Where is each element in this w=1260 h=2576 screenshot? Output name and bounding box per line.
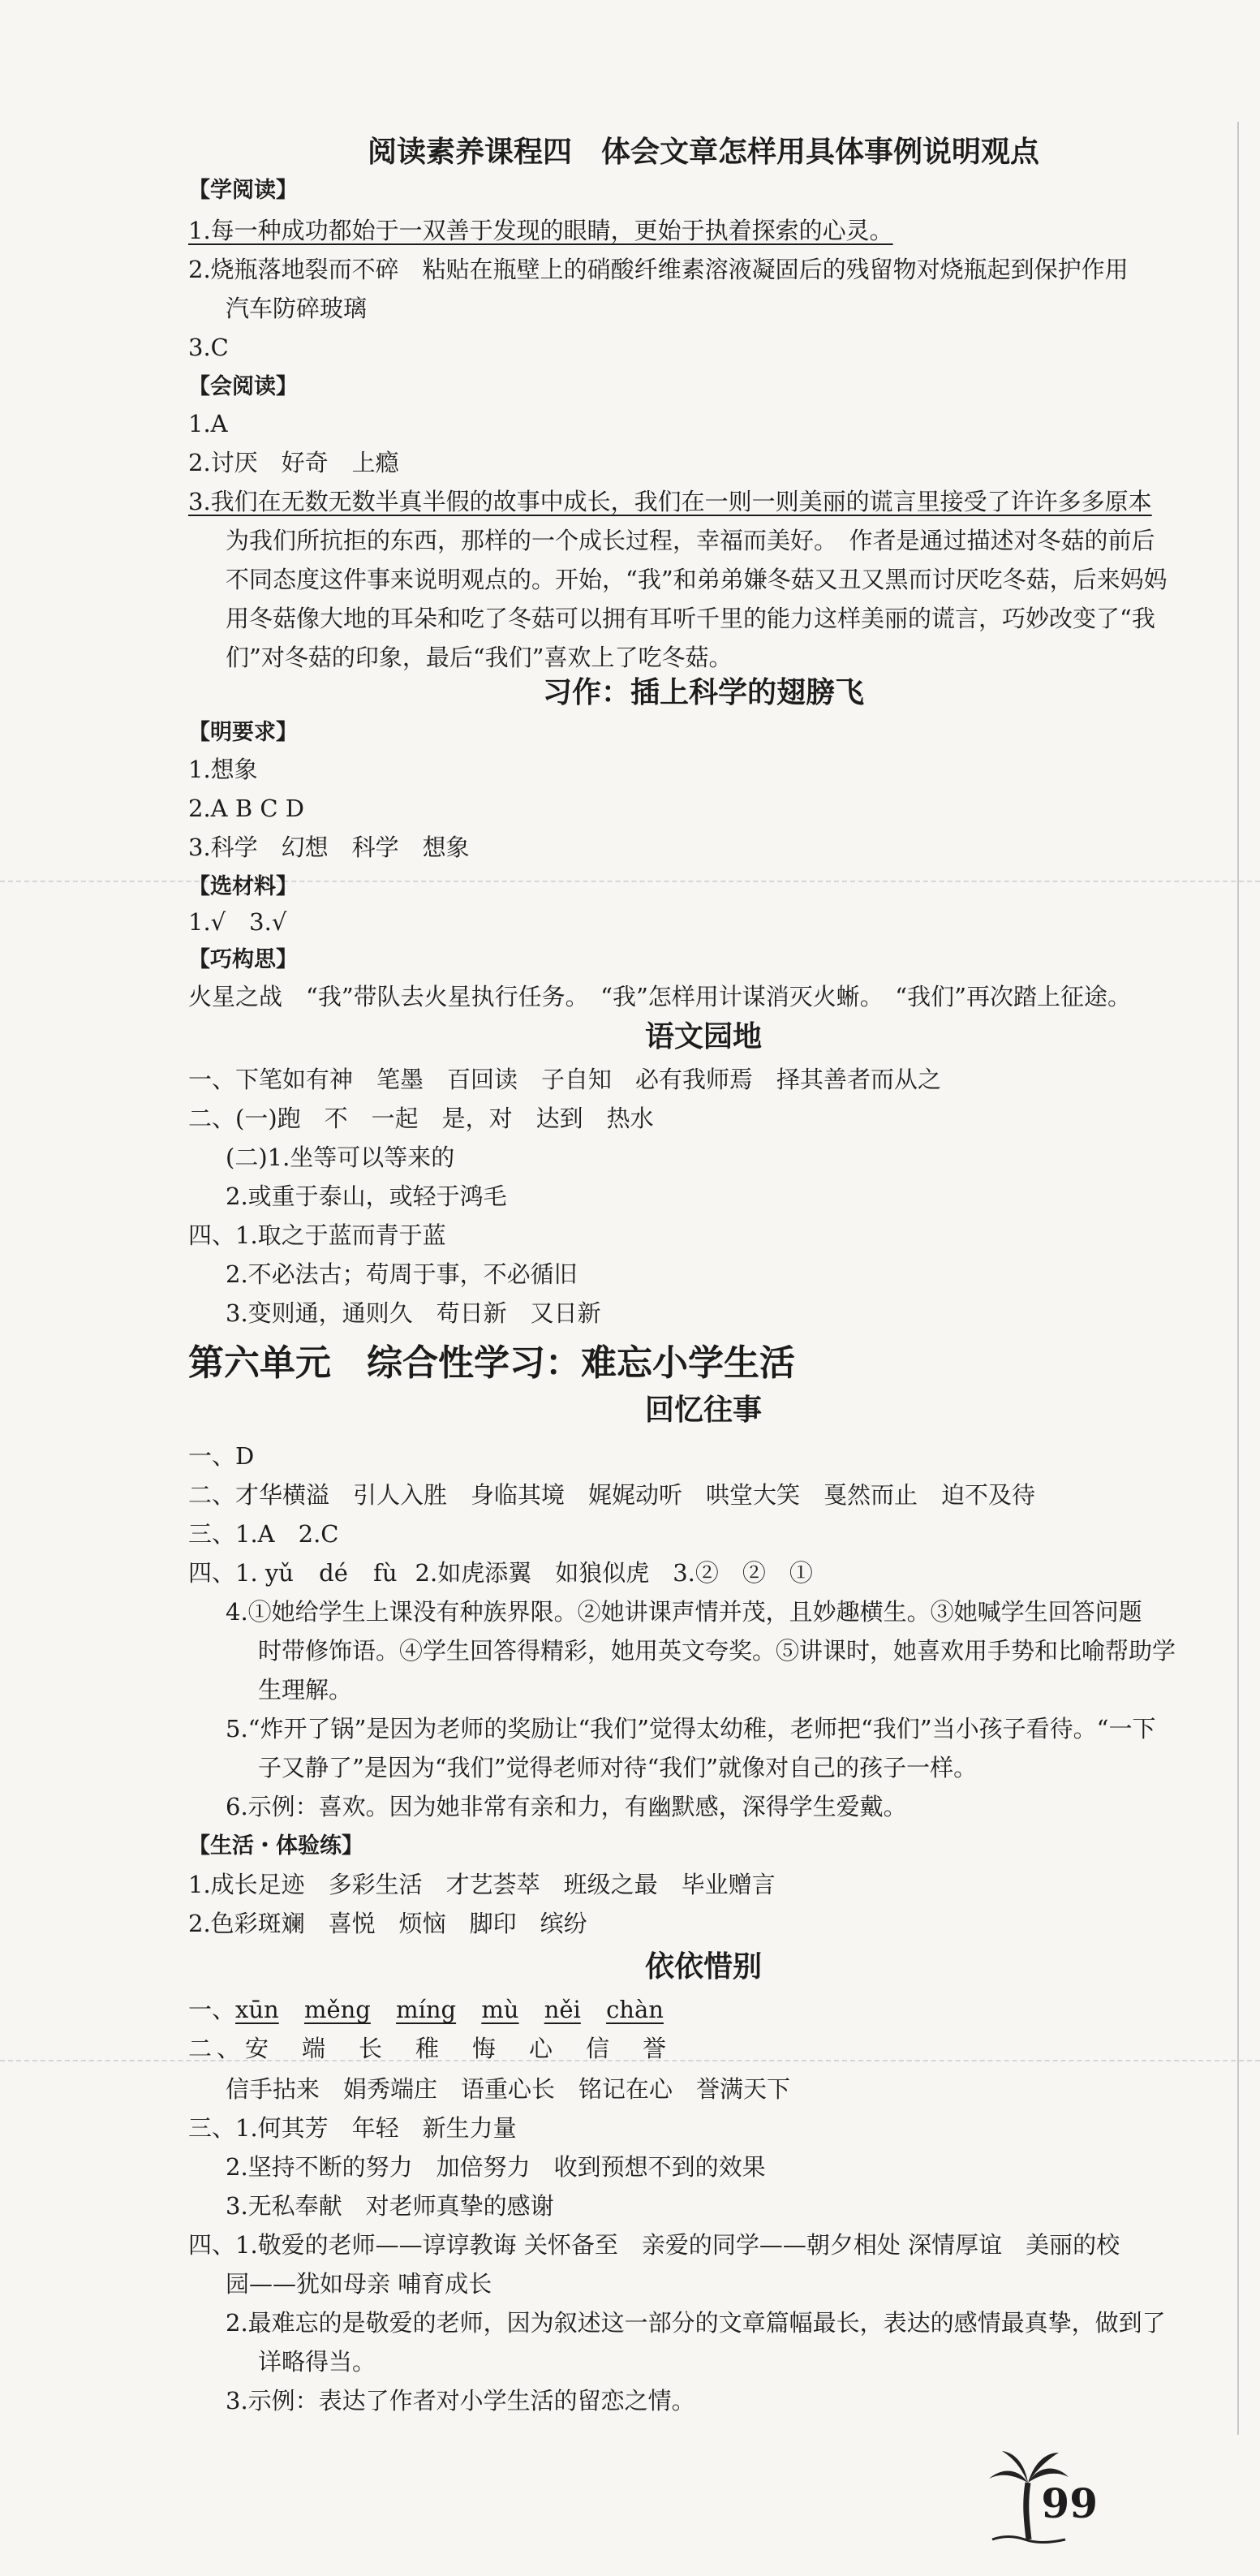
unit-title: 第六单元 综合性学习：难忘小学生活 [188, 1342, 795, 1384]
section-label: 【巧构思】 [188, 947, 298, 972]
answer-line: 3.变则通，通则久 苟日新 又日新 [226, 1299, 601, 1327]
answer-line: 信手拈来 娟秀端庄 语重心长 铭记在心 誉满天下 [226, 2075, 791, 2103]
section-title: 语文园地 [644, 1020, 762, 1053]
subsection-title: 依依惜别 [644, 1950, 762, 1984]
answer-line: 二、(一)跑 不 一起 是，对 达到 热水 [188, 1105, 654, 1132]
section-title: 习作：插上科学的翅膀飞 [542, 676, 864, 709]
section-label: 【选材料】 [188, 874, 298, 899]
answer-line: 生理解。 [258, 1676, 353, 1704]
answer-line: 子又静了”是因为“我们”觉得老师对待“我们”就像对自己的孩子一样。 [258, 1754, 978, 1781]
answer-line: 一、下笔如有神 笔墨 百回读 子自知 必有我师焉 择其善者而从之 [188, 1066, 942, 1093]
answer-line: 1.想象 [188, 756, 258, 783]
answer-line: 1.√ 3.√ [188, 908, 287, 936]
answer-line: 三、1.何其芳 年轻 新生力量 [188, 2114, 517, 2142]
answer-line: 1.每一种成功都始于一双善于发现的眼睛，更始于执着探索的心灵。 [188, 217, 893, 244]
answer-line: 一、D [188, 1442, 255, 1470]
answer-line: 三、1.A 2.C [188, 1520, 339, 1548]
answer-line: 1.A [188, 410, 228, 437]
answer-line: 2.最难忘的是敬爱的老师，因为叙述这一部分的文章篇幅最长，表达的感情最真挚，做到了 [226, 2309, 1166, 2337]
answer-line: (二)1.坐等可以等来的 [226, 1144, 455, 1171]
pinyin: fù [373, 1559, 398, 1587]
answer-line: 6.示例：喜欢。因为她非常有亲和力，有幽默感，深得学生爱戴。 [226, 1793, 907, 1820]
answer-line: 2.讨厌 好奇 上瘾 [188, 449, 399, 476]
answer-line: 们”对冬菇的印象，最后“我们”喜欢上了吃冬菇。 [226, 644, 733, 671]
answer-line: 详略得当。 [258, 2348, 376, 2376]
section-label: 【明要求】 [188, 720, 298, 745]
answer-line: 3.无私奉献 对老师真挚的感谢 [226, 2192, 554, 2220]
answer-line: 为我们所抗拒的东西，那样的一个成长过程，幸福而美好。 作者是通过描述对冬菇的前后 [226, 527, 1155, 554]
answer-line: 3.我们在无数无数半真半假的故事中成长，我们在一则一则美丽的谎言里接受了许许多多原本 [188, 488, 1152, 515]
answer-line: 用冬菇像大地的耳朵和吃了冬菇可以拥有耳听千里的能力这样美丽的谎言，巧妙改变了“我 [226, 605, 1155, 632]
answer-line: 二、才华横溢 引人入胜 身临其境 娓娓动听 哄堂大笑 戛然而止 迫不及待 [188, 1481, 1036, 1509]
subsection-title: 回忆往事 [644, 1394, 762, 1427]
answer-line: 2.坚持不断的努力 加倍努力 收到预想不到的效果 [226, 2153, 766, 2181]
page-number: 99 [1041, 2479, 1098, 2527]
answer-line: 2.不必法古；苟周于事，不必循旧 [226, 1260, 578, 1288]
answer-line: 不同态度这件事来说明观点的。开始，“我”和弟弟嫌冬菇又丑又黑而讨厌吃冬菇，后来妈妈 [226, 566, 1168, 593]
answer-line: 3.C [188, 334, 229, 361]
section-label: 【生活・体验练】 [188, 1833, 363, 1859]
answer-line: 二、安 端 长 稚 悔 心 信 誉 [188, 2035, 672, 2062]
answer-line: 3.科学 幻想 科学 想象 [188, 834, 470, 861]
answer-line: 2.或重于泰山，或轻于鸿毛 [226, 1182, 507, 1210]
answer-line: 4.①她给学生上课没有种族界限。②她讲课声情并茂，且妙趣横生。③她喊学生回答问题 [226, 1598, 1142, 1626]
section-label: 【学阅读】 [188, 178, 298, 203]
answer-line: 3.示例：表达了作者对小学生活的留恋之情。 [226, 2387, 695, 2414]
section-label: 【会阅读】 [188, 374, 298, 399]
answer-line: 2.色彩斑斓 喜悦 烦恼 脚印 缤纷 [188, 1910, 587, 1937]
answer-line: 2.烧瓶落地裂而不碎 粘贴在瓶壁上的硝酸纤维素溶液凝固后的残留物对烧瓶起到保护作用 [188, 256, 1129, 283]
answer-line: 1.成长足迹 多彩生活 才艺荟萃 班级之最 毕业赠言 [188, 1871, 776, 1898]
pinyin-line: 一、xūn měng míng mù něi chàn [188, 1996, 664, 2023]
answer-line: 园——犹如母亲 哺育成长 [226, 2270, 492, 2298]
answer-line: 5.“炸开了锅”是因为老师的奖励让“我们”觉得太幼稚，老师把“我们”当小孩子看待。“一下 [226, 1715, 1156, 1742]
pinyin: yǔ [264, 1559, 294, 1587]
section-title: 阅读素养课程四 体会文章怎样用具体事例说明观点 [367, 136, 1039, 169]
answer-line: 2.A B C D [188, 795, 305, 822]
answer-line: 四、1.敬爱的老师——谆谆教诲 关怀备至 亲爱的同学——朝夕相处 深情厚谊 美丽的校 [188, 2231, 1120, 2259]
answer-line: 火星之战 “我”带队去火星执行任务。 “我”怎样用计谋消灭火蜥。 “我们”再次踏上征途。 [188, 983, 1131, 1010]
answer-line: 四、1. yǔ dé fù 2.如虎添翼 如狼似虎 3.② ② ① [188, 1559, 813, 1587]
answer-line: 四、1.取之于蓝而青于蓝 [188, 1221, 446, 1249]
answer-line: 汽车防碎玻璃 [226, 295, 368, 322]
answer-line: 时带修饰语。④学生回答得精彩，她用英文夸奖。⑤讲课时，她喜欢用手势和比喻帮助学 [258, 1637, 1176, 1665]
pinyin: dé [319, 1559, 348, 1587]
